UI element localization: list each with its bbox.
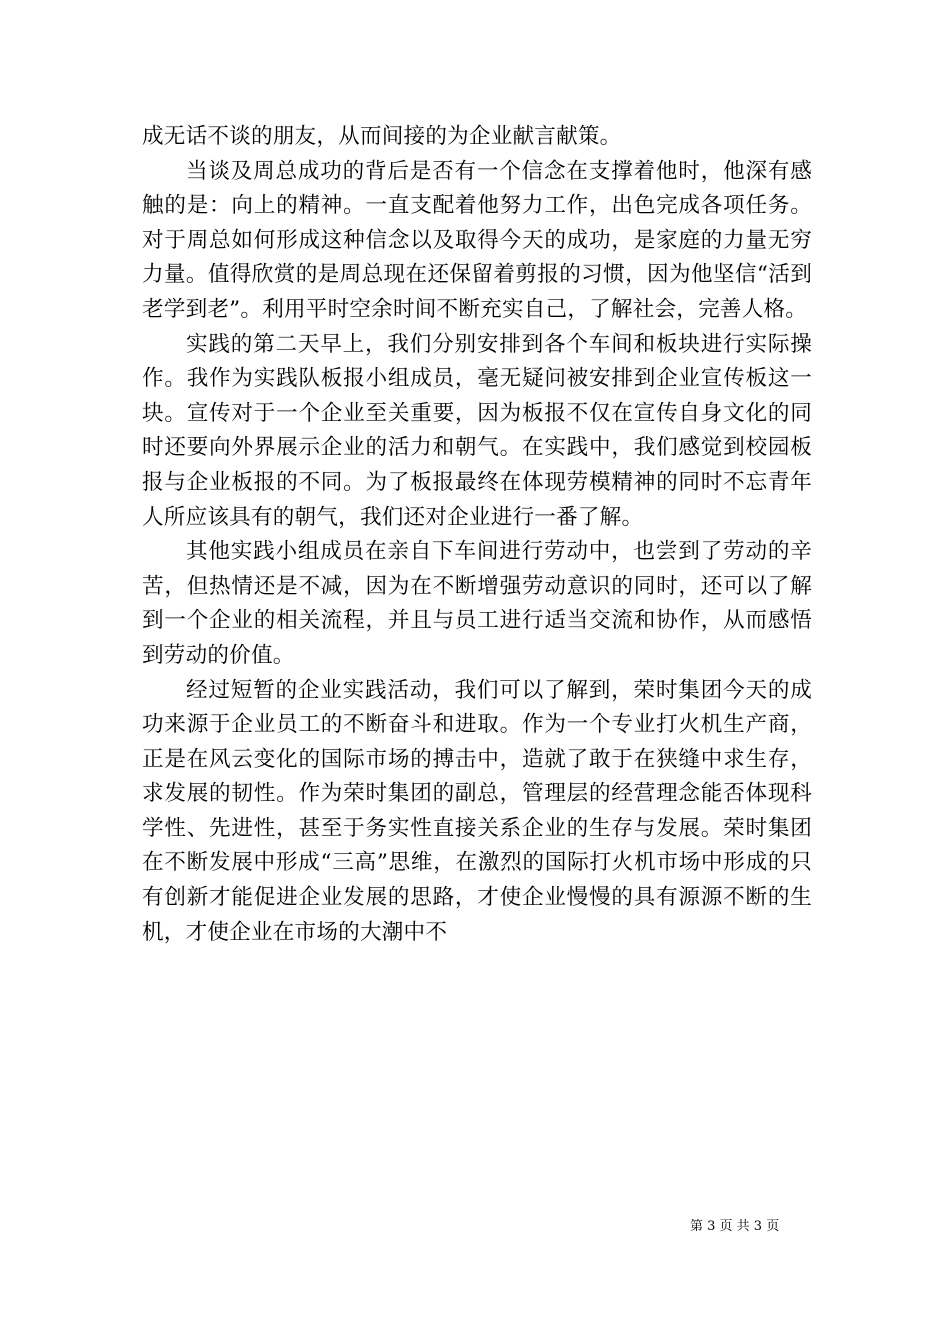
paragraph-5: 经过短暂的企业实践活动，我们可以了解到，荣时集团今天的成功来源于企业员工的不断奋斗和进取。作为一个专业打火机生产商，正是在风云变化的国际市场的搏击中，造就了敢于在狭缝中求生存，求发展的韧性。作为荣时集团的副总，管理层的经营理念能否体现科学性、先进性，甚至于务实性直接关系企业的生存与发展。荣时集团在不断发展中形成“三高”思维，在激烈的国际打火机市场中形成的只有创新才能促进企业发展的思路，才使企业慢慢的具有源源不断的生机，才使企业在市场的大潮中不 xyxy=(142,677,812,945)
paragraph-3: 实践的第二天早上，我们分别安排到各个车间和板块进行实际操作。我作为实践队板报小组成员，毫无疑问被安排到企业宣传板这一块。宣传对于一个企业至关重要，因为板报不仅在宣传自身文化的同时还要向外界展示企业的活力和朝气。在实践中，我们感觉到校园板报与企业板报的不同。为了板报最终在体现劳模精神的同时不忘青年人所应该具有的朝气，我们还对企业进行一番了解。 xyxy=(142,331,812,530)
document-body xyxy=(142,120,812,950)
paragraph-2: 当谈及周总成功的背后是否有一个信念在支撑着他时，他深有感触的是：向上的精神。一直支配着他努力工作，出色完成各项任务。对于周总如何形成这种信念以及取得今天的成功，是家庭的力量无穷力量。值得欣赏的是周总现在还保留着剪报的习惯，因为他坚信“活到老学到老”。利用平时空余时间不断充实自己，了解社会，完善人格。 xyxy=(142,158,812,322)
paragraph-1: 成无话不谈的朋友，从而间接的为企业献言献策。 xyxy=(142,124,622,149)
page-number: 第 3 页 共 3 页 xyxy=(690,1219,780,1234)
paragraph-4: 其他实践小组成员在亲自下车间进行劳动中，也尝到了劳动的辛苦，但热情还是不减，因为在不断增强劳动意识的同时，还可以了解到一个企业的相关流程，并且与员工进行适当交流和协作，从而感悟到劳动的价值。 xyxy=(142,539,812,668)
